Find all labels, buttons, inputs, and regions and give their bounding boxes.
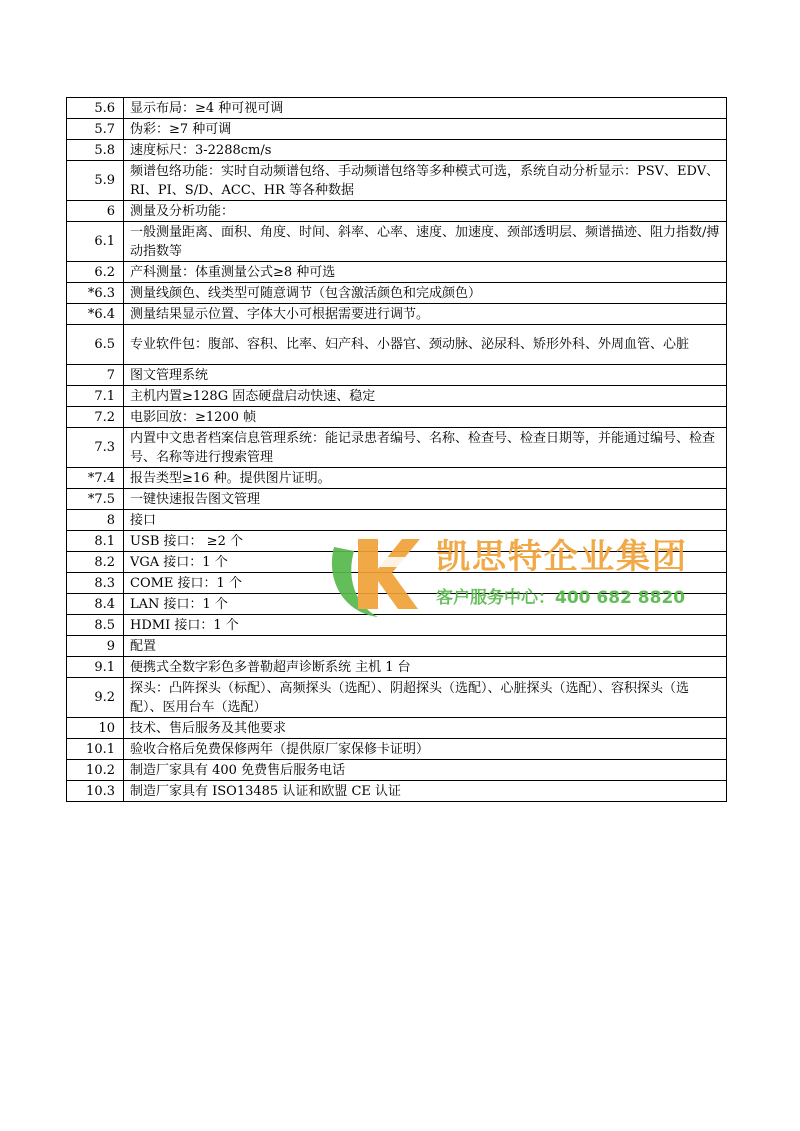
item-number: 10.1 <box>67 739 124 760</box>
table-row <box>67 304 727 325</box>
table-row <box>67 365 727 386</box>
item-description: 频谱包络功能：实时自动频谱包络、手动频谱包络等多种模式可选，系统自动分析显示：PSV、EDV、RI、PI、S/D、ACC、HR 等各种数据 <box>124 161 727 201</box>
item-number: 10 <box>67 718 124 739</box>
item-number: 6.5 <box>67 325 124 365</box>
table-row <box>67 760 727 781</box>
spec-table <box>66 97 727 802</box>
item-description: 产科测量：体重测量公式≥8 种可选 <box>124 262 727 283</box>
spec-table-body <box>67 98 727 802</box>
item-description: 内置中文患者档案信息管理系统：能记录患者编号、名称、检查号、检查日期等，并能通过编号、检查号、名称等进行搜索管理 <box>124 428 727 468</box>
table-row <box>67 140 727 161</box>
item-description: 制造厂家具有 ISO13485 认证和欧盟 CE 认证 <box>124 781 727 802</box>
item-number: 7.2 <box>67 407 124 428</box>
watermark-service-hotline: 客户服务中心：400 682 8820 <box>436 588 686 608</box>
item-description: 显示布局：≥4 种可视可调 <box>124 98 727 119</box>
item-number: 5.7 <box>67 119 124 140</box>
item-description: 配置 <box>124 636 727 657</box>
item-description: 探头：凸阵探头（标配）、高频探头（选配）、阴超探头（选配）、心脏探头（选配）、容积探头（选配）、医用台车（选配） <box>124 678 727 718</box>
table-row <box>67 636 727 657</box>
item-number: 5.9 <box>67 161 124 201</box>
table-row <box>67 201 727 222</box>
item-description: LAN 接口：1 个 <box>124 594 727 615</box>
table-row <box>67 468 727 489</box>
item-number: 6.1 <box>67 222 124 262</box>
item-description: 便携式全数字彩色多普勒超声诊断系统 主机 1 台 <box>124 657 727 678</box>
item-number: 8.5 <box>67 615 124 636</box>
item-number: 9.2 <box>67 678 124 718</box>
watermark <box>316 517 736 627</box>
item-number: 5.8 <box>67 140 124 161</box>
table-row <box>67 283 727 304</box>
item-description: HDMI 接口：1 个 <box>124 615 727 636</box>
item-description: 验收合格后免费保修两年（提供原厂家保修卡证明） <box>124 739 727 760</box>
item-description: 一般测量距离、面积、角度、时间、斜率、心率、速度、加速度、颈部透明层、频谱描迹、阻力指数/搏动指数等 <box>124 222 727 262</box>
item-number: 10.3 <box>67 781 124 802</box>
item-number: 8.1 <box>67 531 124 552</box>
table-row <box>67 739 727 760</box>
table-row <box>67 119 727 140</box>
item-description: VGA 接口：1 个 <box>124 552 727 573</box>
table-row <box>67 428 727 468</box>
item-number: 10.2 <box>67 760 124 781</box>
item-number: 6 <box>67 201 124 222</box>
item-description: 主机内置≥128G 固态硬盘启动快速、稳定 <box>124 386 727 407</box>
item-number: 8.2 <box>67 552 124 573</box>
item-description: 一键快速报告图文管理 <box>124 489 727 510</box>
table-row <box>67 98 727 119</box>
table-row <box>67 657 727 678</box>
item-number: *7.5 <box>67 489 124 510</box>
item-description: 专业软件包：腹部、容积、比率、妇产科、小器官、颈动脉、泌尿科、矫形外科、外周血管、心脏 <box>124 325 727 365</box>
item-number: 8 <box>67 510 124 531</box>
item-number: *6.4 <box>67 304 124 325</box>
item-description: 测量线颜色、线类型可随意调节（包含激活颜色和完成颜色） <box>124 283 727 304</box>
item-description: 接口 <box>124 510 727 531</box>
item-number: *6.3 <box>67 283 124 304</box>
watermark-company-name: 凯思特企业集团 <box>436 537 688 577</box>
item-number: 6.2 <box>67 262 124 283</box>
item-number: 7.3 <box>67 428 124 468</box>
item-description: 测量及分析功能： <box>124 201 727 222</box>
table-row <box>67 262 727 283</box>
table-row <box>67 222 727 262</box>
table-row <box>67 407 727 428</box>
table-row <box>67 718 727 739</box>
item-description: USB 接口： ≥2 个 <box>124 531 727 552</box>
item-description: COME 接口：1 个 <box>124 573 727 594</box>
item-number: 9.1 <box>67 657 124 678</box>
company-logo-icon <box>316 517 424 625</box>
item-description: 伪彩：≥7 种可调 <box>124 119 727 140</box>
item-number: 5.6 <box>67 98 124 119</box>
table-row <box>67 325 727 365</box>
table-row <box>67 678 727 718</box>
item-number: 7 <box>67 365 124 386</box>
item-number: *7.4 <box>67 468 124 489</box>
table-row <box>67 161 727 201</box>
item-description: 速度标尺：3-2288cm/s <box>124 140 727 161</box>
item-description: 报告类型≥16 种。提供图片证明。 <box>124 468 727 489</box>
item-description: 图文管理系统 <box>124 365 727 386</box>
table-row <box>67 489 727 510</box>
item-description: 电影回放：≥1200 帧 <box>124 407 727 428</box>
item-description: 测量结果显示位置、字体大小可根据需要进行调节。 <box>124 304 727 325</box>
item-description: 制造厂家具有 400 免费售后服务电话 <box>124 760 727 781</box>
item-number: 9 <box>67 636 124 657</box>
table-row <box>67 781 727 802</box>
item-description: 技术、售后服务及其他要求 <box>124 718 727 739</box>
item-number: 7.1 <box>67 386 124 407</box>
item-number: 8.4 <box>67 594 124 615</box>
table-row <box>67 386 727 407</box>
item-number: 8.3 <box>67 573 124 594</box>
